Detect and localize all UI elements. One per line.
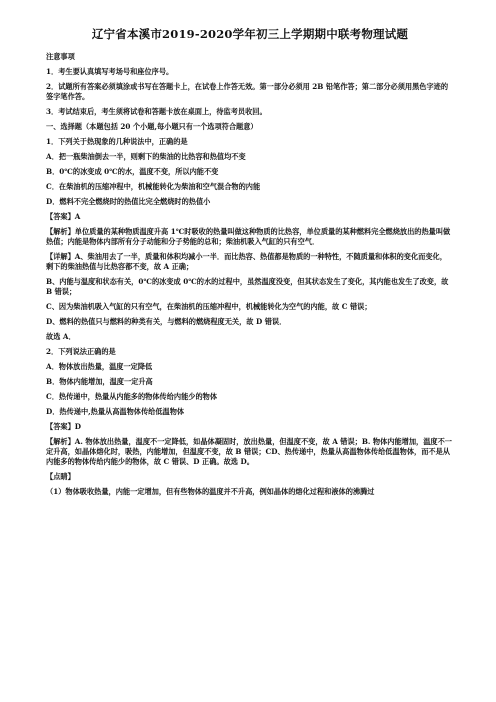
document-title: 辽宁省本溪市2019-2020学年初三上学期期中联考物理试题 (91, 27, 409, 41)
detail-text: C、因为柴油机吸入气缸的只有空气，在柴油机的压缩冲程中，机械能转化为空气的内能，故 C 错误； (46, 302, 372, 311)
question-option: A．把一瓶柴油倒去一半，则剩下的柴油的比热容和热值均不变 (46, 152, 246, 161)
section-heading: 一、选择题（本题包括 20 个小题,每小题只有一个选项符合题意） (46, 122, 258, 131)
document-page (46, 26, 454, 502)
notice-item: 1．考生要认真填写考场号和座位序号。 (46, 67, 174, 76)
detail-text: 【详解】A、柴油用去了一半，质量和体积均减小一半．而比热容、热值都是物质的一种特性，不随质量和体积的变化而变化，剩下的柴油热值与比热容都不变，故 A 正确； (46, 252, 447, 271)
question-stem: 1．下列关于热现象的几种说法中，正确的是 (46, 137, 188, 146)
question-option: D．热传递中,热量从高温物体传给低温物体 (46, 407, 185, 416)
question-option: D．燃料不完全燃烧时的热值比完全燃烧时的热值小 (46, 197, 211, 206)
question-stem: 2．下列说法正确的是 (46, 347, 116, 356)
point-heading: 【点睛】 (46, 472, 75, 481)
question-option: A．物体放出热量，温度一定降低 (46, 362, 153, 371)
detail-text: D、燃料的热值只与燃料的种类有关，与燃料的燃烧程度无关，故 D 错误． (46, 317, 287, 326)
question-option: C．在柴油机的压缩冲程中，机械能转化为柴油和空气混合物的内能 (46, 182, 261, 191)
question-option: B．0℃的冰变成 0℃的水，温度不变，所以内能不变 (46, 167, 219, 176)
answer-label: 【答案】A (46, 212, 81, 221)
question-option: C．热传递中，热量从内能多的物体传给内能少的物体 (46, 392, 218, 401)
conclusion-text: 故选 A． (46, 332, 76, 341)
analysis-text: 【解析】单位质量的某种物质温度升高 1℃时吸收的热量叫做这种物质的比热容，单位质量的某种燃料完全燃烧放出的热量叫做热值；内能是物体内部所有分子动能和分子势能的总和；柴油机吸入气缸的只有空气． (46, 227, 451, 246)
answer-label: 【答案】D (46, 422, 81, 431)
detail-text: B、内能与温度和状态有关，0℃的冰变成 0℃的水的过程中，虽然温度没变，但其状态发生了变化，其内能也发生了改变，故 B 错误； (46, 277, 449, 296)
notice-heading: 注意事项 (46, 52, 75, 61)
notice-item: 3．考试结束后，考生须将试卷和答题卡放在桌面上，待监考员收回。 (46, 107, 267, 116)
point-text: （1）物体吸收热量，内能一定增加，但有些物体的温度并不升高，例如晶体的熔化过程和液体的沸腾过 (46, 487, 375, 496)
notice-item: 2．试题所有答案必须填涂或书写在答题卡上，在试卷上作答无效。第一部分必须用 2B 铅笔作答；第二部分必须用黑色字迹的签字笔作答。 (46, 82, 449, 101)
question-option: B．物体内能增加，温度一定升高 (46, 377, 153, 386)
analysis-text: 【解析】A. 物体放出热量，温度不一定降低，如晶体凝固时，放出热量，但温度不变，故 A 错误；B. 物体内能增加，温度不一定升高，如晶体熔化时，吸热，内能增加，但温度不变，故 B 错误；CD、热传递中，热量从高温物体传给低温物体，而不是从内能多的物体传给内能少的物体，故 C 错误、D 正确。故选 D。 (46, 437, 452, 466)
